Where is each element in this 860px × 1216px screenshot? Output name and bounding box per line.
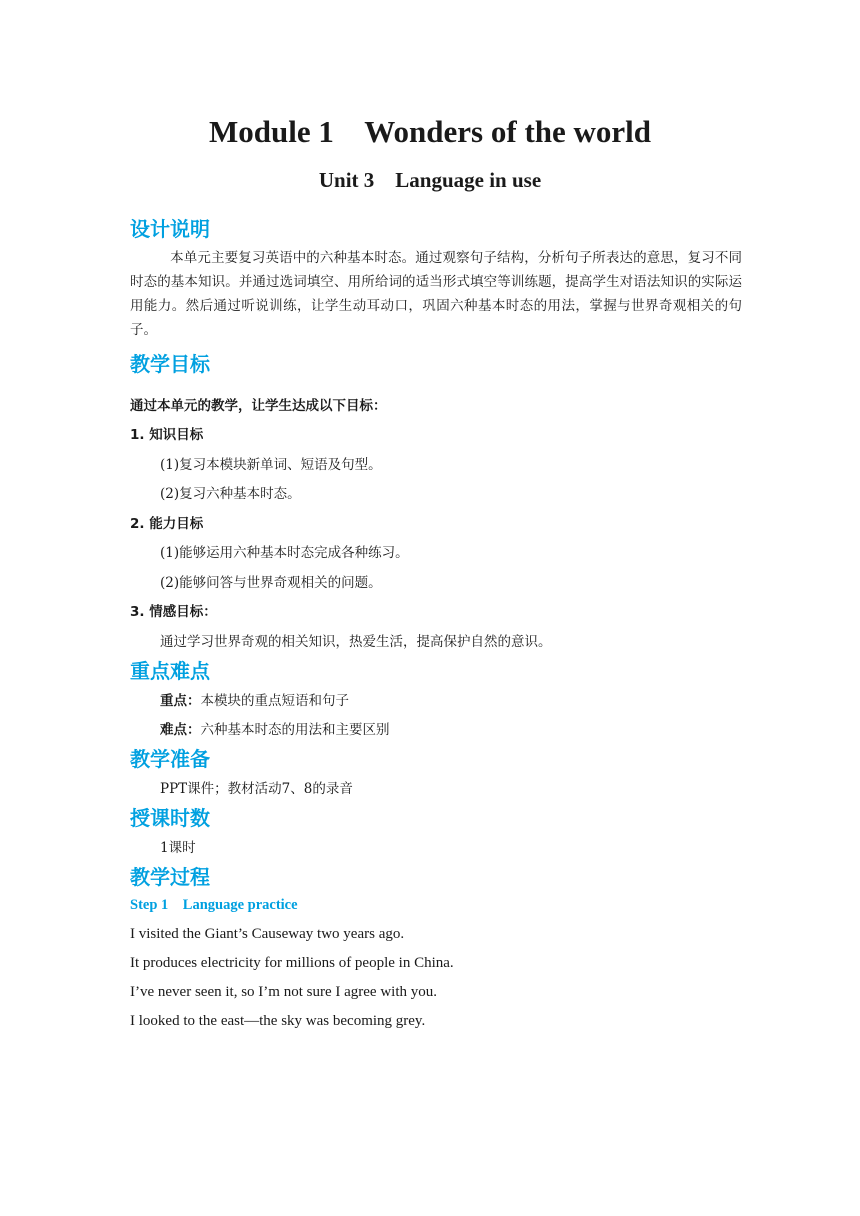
prep-text: PPT课件；教材活动7、8的录音 xyxy=(160,781,353,797)
difficulty-text: 六种基本时态的用法和主要区别 xyxy=(200,722,390,738)
objective-item: (2)复习六种基本时态。 xyxy=(160,486,301,502)
heading-design: 设计说明 xyxy=(130,217,210,241)
heading-process: 教学过程 xyxy=(130,865,210,889)
hours-text: 1课时 xyxy=(160,840,196,856)
example-sentence: I looked to the east—the sky was becoming grey. xyxy=(130,1013,426,1029)
page-subtitle: Unit 3 Language in use xyxy=(318,168,542,192)
objective-item: 通过学习世界奇观的相关知识，热爱生活，提高保护自然的意识。 xyxy=(160,634,552,650)
difficulty-label: 难点： xyxy=(160,722,201,738)
objective-group-label: 2. 能力目标 xyxy=(130,516,204,532)
key-text: 本模块的重点短语和句子 xyxy=(200,693,349,709)
step-1-heading: Step 1 Language practice xyxy=(130,897,298,913)
example-sentence: I’ve never seen it, so I’m not sure I agree with you. xyxy=(130,984,437,1000)
objective-item: (1)复习本模块新单词、短语及句型。 xyxy=(160,457,382,473)
objective-group-label: 3. 情感目标： xyxy=(130,604,217,620)
objective-group-label: 1. 知识目标 xyxy=(130,427,204,443)
key-point-line xyxy=(160,689,349,709)
example-sentence: It produces electricity for millions of people in China. xyxy=(130,955,454,971)
heading-keypoints: 重点难点 xyxy=(130,659,210,683)
objective-item: (2)能够问答与世界奇观相关的问题。 xyxy=(160,575,382,591)
design-text: 本单元主要复习英语中的六种基本时态。通过观察句子结构，分析句子所表达的意思，复习不同时态的基本知识。并通过选词填空、用所给词的适当形式填空等训练题，提高学生对语法知识的实际运用能力。然后通过听说训练，让学生动耳动口，巩固六种基本时态的用法，掌握与世界奇观相关的句子。 xyxy=(130,250,742,338)
heading-objectives: 教学目标 xyxy=(130,352,210,376)
example-sentence: I visited the Giant’s Causeway two years ago. xyxy=(130,926,405,942)
key-label: 重点： xyxy=(160,693,201,709)
heading-prep: 教学准备 xyxy=(130,747,210,771)
objective-item: (1)能够运用六种基本时态完成各种练习。 xyxy=(160,545,409,561)
design-paragraph xyxy=(130,246,742,342)
page-title: Module 1 Wonders of the world xyxy=(208,114,652,149)
objectives-intro: 通过本单元的教学，让学生达成以下目标： xyxy=(130,398,387,414)
heading-hours: 授课时数 xyxy=(130,806,210,830)
difficulty-line xyxy=(160,718,390,738)
